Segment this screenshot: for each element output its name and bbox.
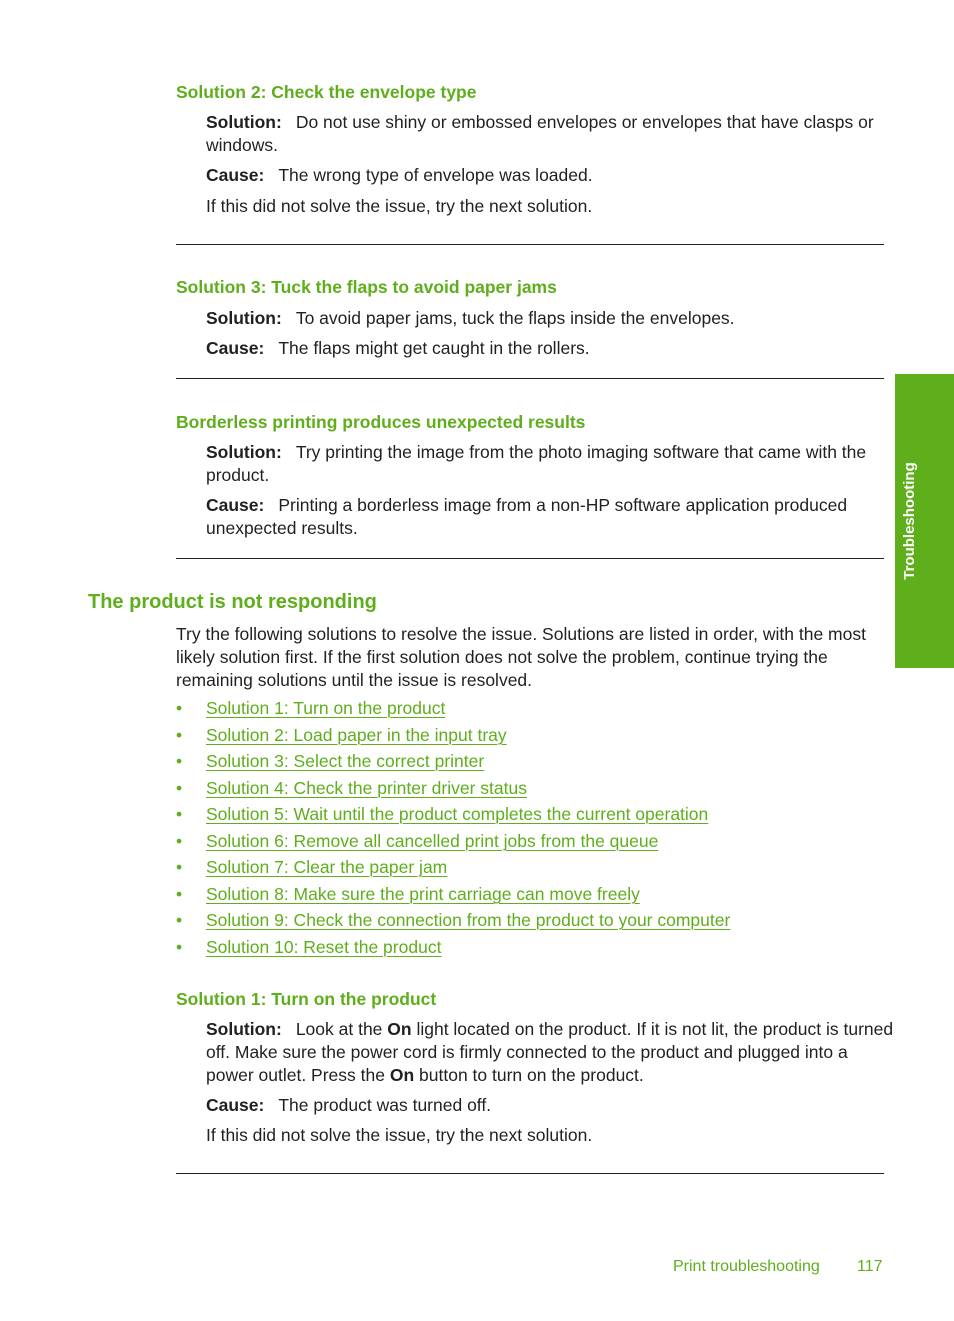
link-solution-6[interactable]: Solution 6: Remove all cancelled print jobs from the queue (206, 831, 659, 851)
divider (176, 558, 884, 559)
cause-label: Cause: (206, 495, 265, 515)
heading-borderless-printing: Borderless printing produces unexpected results (176, 412, 586, 432)
bullet: • (176, 778, 183, 798)
heading-tuck-flaps: Solution 3: Tuck the flaps to avoid paper jams (176, 277, 557, 297)
cause-label: Cause: (206, 338, 265, 358)
turn-on-next-note: If this did not solve the issue, try the next solution. (206, 1125, 593, 1145)
footer-section-title: Print troubleshooting (673, 1258, 820, 1275)
solution-label: Solution: (206, 308, 282, 328)
solution-text-2: light located on the product. If it is not lit, the product is turned off. Make sure the power cord is firmly connected to the product and plugged into a power outlet. Press the (206, 1019, 894, 1085)
bullet: • (176, 751, 183, 771)
chapter-side-tab (895, 374, 954, 668)
turn-on-solution (206, 1018, 896, 1087)
borderless-solution (206, 441, 896, 487)
on-light-name: On (387, 1019, 412, 1039)
bullet: • (176, 937, 183, 957)
link-solution-4[interactable]: Solution 4: Check the printer driver status (206, 778, 527, 798)
solution-label: Solution: (206, 442, 282, 462)
solution-label: Solution: (206, 1019, 282, 1039)
flaps-cause (206, 337, 896, 360)
bullet: • (176, 698, 183, 718)
bullet: • (176, 725, 183, 745)
link-solution-8[interactable]: Solution 8: Make sure the print carriage can move freely (206, 884, 640, 904)
link-solution-9[interactable]: Solution 9: Check the connection from the product to your computer (206, 910, 731, 930)
bullet: • (176, 831, 183, 851)
cause-text: Printing a borderless image from a non-HP software application produced unexpected results. (206, 495, 848, 538)
cause-text: The wrong type of envelope was loaded. (278, 165, 593, 185)
solution-text: Try printing the image from the photo imaging software that came with the product. (206, 442, 867, 485)
page-number: 117 (857, 1258, 883, 1275)
solution-text-3: button to turn on the product. (414, 1065, 644, 1085)
heading-product-not-responding: The product is not responding (88, 591, 377, 613)
not-responding-intro: Try the following solutions to resolve the issue. Solutions are listed in order, with the most likely solution first. If the first solution does not solve the problem, continue trying the remaining solutions until the issue is resolved. (176, 624, 866, 690)
divider (176, 1173, 884, 1174)
envelope-cause (206, 164, 896, 187)
envelope-next-note: If this did not solve the issue, try the next solution. (206, 196, 593, 216)
link-solution-10[interactable]: Solution 10: Reset the product (206, 937, 442, 957)
on-button-name: On (389, 1065, 415, 1085)
bullet: • (176, 804, 183, 824)
solution-text: To avoid paper jams, tuck the flaps inside the envelopes. (295, 308, 735, 328)
envelope-solution (206, 111, 896, 157)
bullet: • (176, 857, 183, 877)
solution-label: Solution: (206, 112, 282, 132)
link-solution-3[interactable]: Solution 3: Select the correct printer (206, 751, 485, 771)
solution-text: Do not use shiny or embossed envelopes or envelopes that have clasps or windows. (206, 112, 874, 155)
borderless-cause (206, 494, 896, 540)
divider (176, 244, 884, 245)
link-solution-1[interactable]: Solution 1: Turn on the product (206, 698, 446, 718)
divider (176, 378, 884, 379)
cause-text: The flaps might get caught in the rollers. (278, 338, 590, 358)
heading-envelope-type: Solution 2: Check the envelope type (176, 82, 477, 102)
solution-text-1: Look at the (295, 1019, 388, 1039)
link-solution-7[interactable]: Solution 7: Clear the paper jam (206, 857, 448, 877)
heading-turn-on-product: Solution 1: Turn on the product (176, 989, 437, 1009)
link-solution-2[interactable]: Solution 2: Load paper in the input tray (206, 725, 507, 745)
bullet: • (176, 884, 183, 904)
bullet: • (176, 910, 183, 930)
side-tab-label: Troubleshooting (901, 462, 918, 580)
cause-text: The product was turned off. (278, 1095, 492, 1115)
cause-label: Cause: (206, 165, 265, 185)
turn-on-cause (206, 1094, 896, 1117)
link-solution-5[interactable]: Solution 5: Wait until the product completes the current operation (206, 804, 709, 824)
flaps-solution (206, 307, 896, 330)
cause-label: Cause: (206, 1095, 265, 1115)
